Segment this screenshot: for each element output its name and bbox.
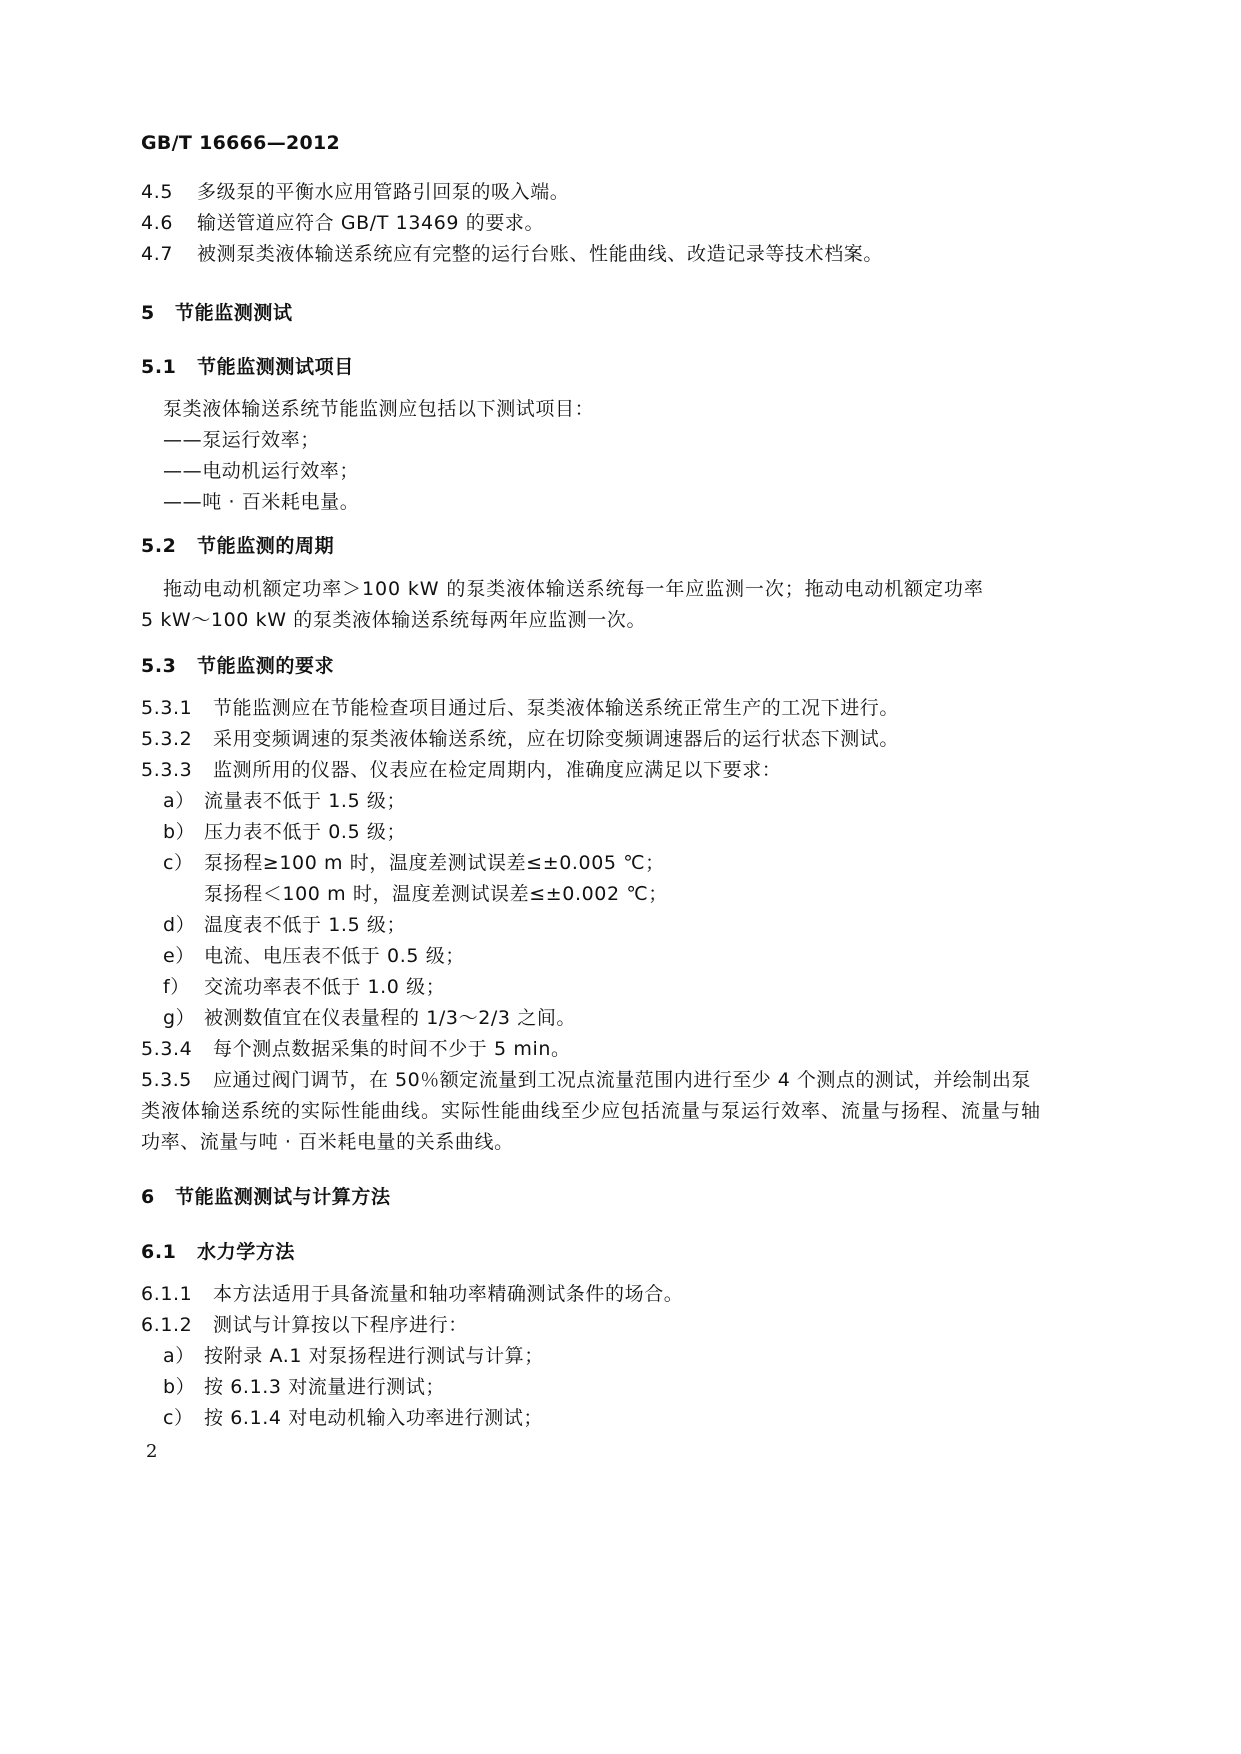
list-item: g） 被测数值宜在仪表量程的 1/3～2/3 之间。 (163, 1007, 577, 1029)
section-5-2-heading: 5.2 节能监测的周期 (141, 535, 335, 557)
section-6-heading: 6 节能监测测试与计算方法 (141, 1186, 391, 1208)
clause-4-7: 4.7 被测泵类液体输送系统应有完整的运行台账、性能曲线、改造记录等技术档案。 (141, 243, 884, 265)
paragraph: 5 kW～100 kW 的泵类液体输送系统每两年应监测一次。 (141, 609, 647, 631)
list-item: b） 按 6.1.3 对流量进行测试； (163, 1376, 446, 1398)
list-item: c） 泵扬程≥100 m 时，温度差测试误差≤±0.005 ℃； (163, 852, 665, 874)
section-6-1-heading: 6.1 水力学方法 (141, 1241, 296, 1263)
list-item: a） 流量表不低于 1.5 级； (163, 790, 407, 812)
clause-4-5: 4.5 多级泵的平衡水应用管路引回泵的吸入端。 (141, 181, 570, 203)
section-5-1-heading: 5.1 节能监测测试项目 (141, 356, 354, 378)
list-item: a） 按附录 A.1 对泵扬程进行测试与计算； (163, 1345, 544, 1367)
list-item: e） 电流、电压表不低于 0.5 级； (163, 945, 465, 967)
clause-5-3-4: 5.3.4 每个测点数据采集的时间不少于 5 min。 (141, 1038, 571, 1060)
page-number: 2 (146, 1441, 159, 1462)
paragraph-continuation: 类液体输送系统的实际性能曲线。实际性能曲线至少应包括流量与泵运行效率、流量与扬程、流量与轴 (141, 1100, 1042, 1122)
list-item: d） 温度表不低于 1.5 级； (163, 914, 407, 936)
list-item: b） 压力表不低于 0.5 级； (163, 821, 407, 843)
list-item-continuation: 泵扬程＜100 m 时，温度差测试误差≤±0.002 ℃； (204, 883, 668, 905)
standard-number: GB/T 16666—2012 (141, 132, 341, 154)
list-item: ——泵运行效率； (163, 429, 320, 451)
clause-5-3-5: 5.3.5 应通过阀门调节，在 50％额定流量到工况点流量范围内进行至少 4 个测点的测试，并绘制出泵 (141, 1069, 1031, 1091)
clause-5-3-3: 5.3.3 监测所用的仪器、仪表应在检定周期内，准确度应满足以下要求： (141, 759, 782, 781)
clause-6-1-1: 6.1.1 本方法适用于具备流量和轴功率精确测试条件的场合。 (141, 1283, 684, 1305)
clause-5-3-2: 5.3.2 采用变频调速的泵类液体输送系统，应在切除变频调速器后的运行状态下测试。 (141, 728, 900, 750)
list-item: c） 按 6.1.4 对电动机输入功率进行测试； (163, 1407, 544, 1429)
paragraph: 泵类液体输送系统节能监测应包括以下测试项目： (163, 398, 595, 420)
clause-4-6: 4.6 输送管道应符合 GB/T 13469 的要求。 (141, 212, 545, 234)
list-item: ——电动机运行效率； (163, 460, 360, 482)
paragraph: 拖动电动机额定功率＞100 kW 的泵类液体输送系统每一年应监测一次；拖动电动机额定功率 (163, 578, 984, 600)
list-item: ——吨 · 百米耗电量。 (163, 491, 360, 513)
paragraph-continuation: 功率、流量与吨 · 百米耗电量的关系曲线。 (141, 1131, 514, 1153)
list-item: f） 交流功率表不低于 1.0 级； (163, 976, 446, 998)
section-5-heading: 5 节能监测测试 (141, 302, 293, 324)
section-5-3-heading: 5.3 节能监测的要求 (141, 655, 335, 677)
clause-6-1-2: 6.1.2 测试与计算按以下程序进行： (141, 1314, 468, 1336)
clause-5-3-1: 5.3.1 节能监测应在节能检查项目通过后、泵类液体输送系统正常生产的工况下进行。 (141, 697, 900, 719)
